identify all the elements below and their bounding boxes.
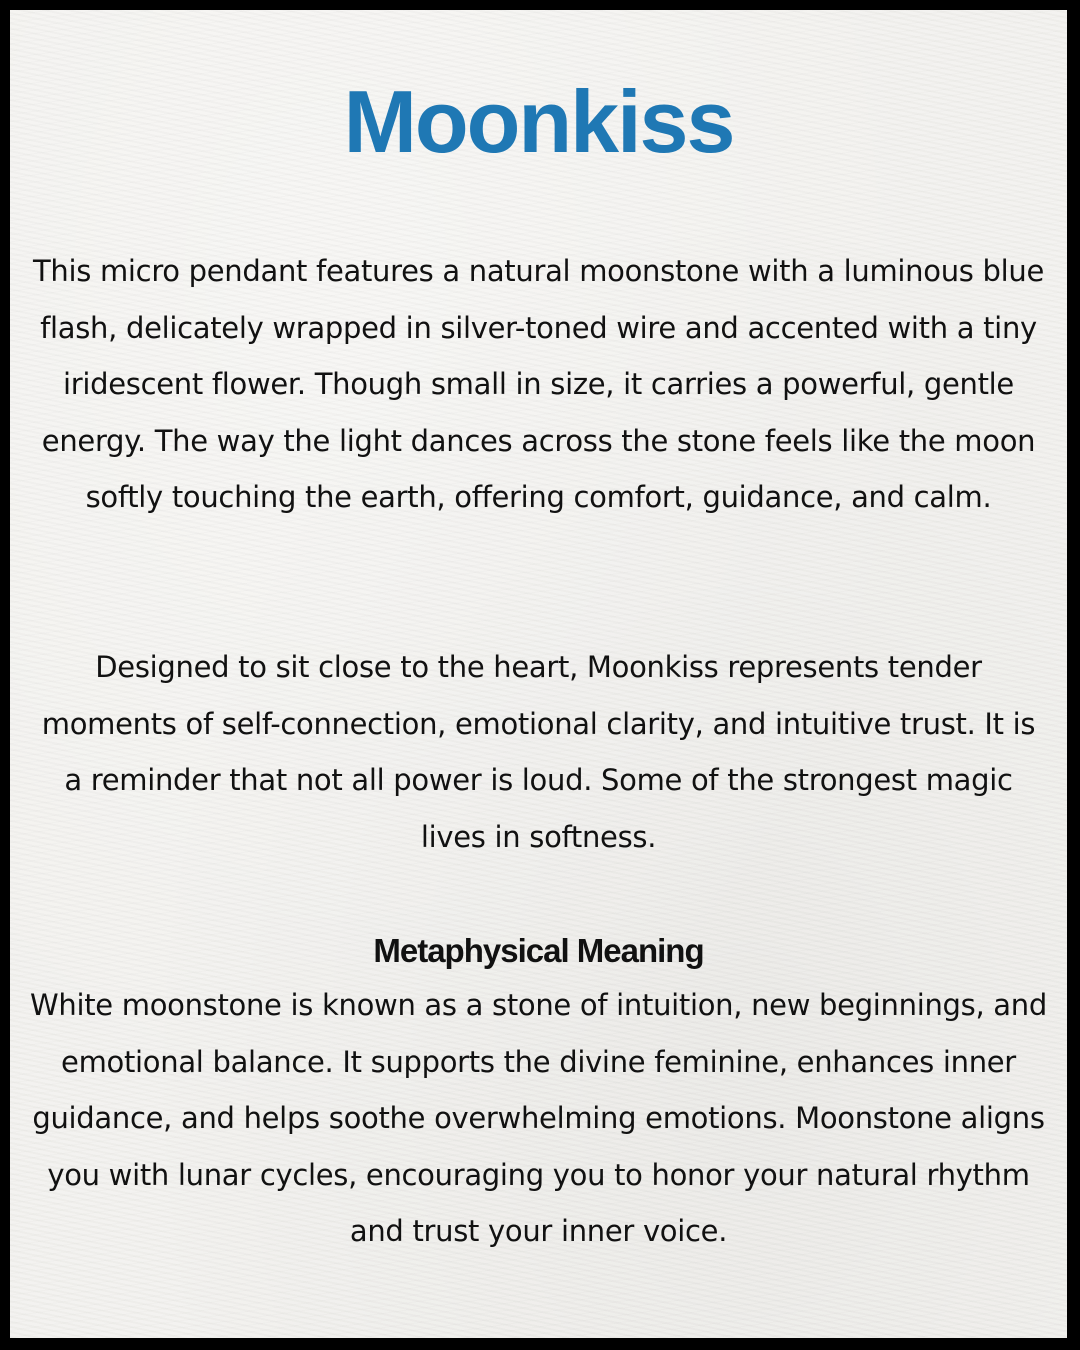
intro-paragraph: This micro pendant features a natural moonstone with a luminous blue flash, delicately wrapped in silver-toned wire and accented with a tiny iridescent flower. Though small in size, it carries a powerful, gentle energy. The way the light dances across the stone feels like the moon softly touching the earth, offering comfort, guidance, and calm. bbox=[32, 254, 1044, 514]
design-paragraph: Designed to sit close to the heart, Moonkiss represents tender moments of self-connection, emotional clarity, and intuitive trust. It is a reminder that not all power is loud. Some of the strongest magic lives in softness. bbox=[41, 650, 1036, 854]
meaning-paragraph: White moonstone is known as a stone of intuition, new beginnings, and emotional balance. It supports the divine feminine, enhances inner guidance, and helps soothe overwhelming emotions. Moonstone aligns you with lunar cycles, encouraging you to honor your natural rhythm and trust your inner voice. bbox=[30, 988, 1047, 1248]
product-title: Moonkiss bbox=[343, 72, 734, 171]
paper-card bbox=[10, 10, 1067, 1338]
meaning-heading: Metaphysical Meaning bbox=[373, 932, 704, 969]
